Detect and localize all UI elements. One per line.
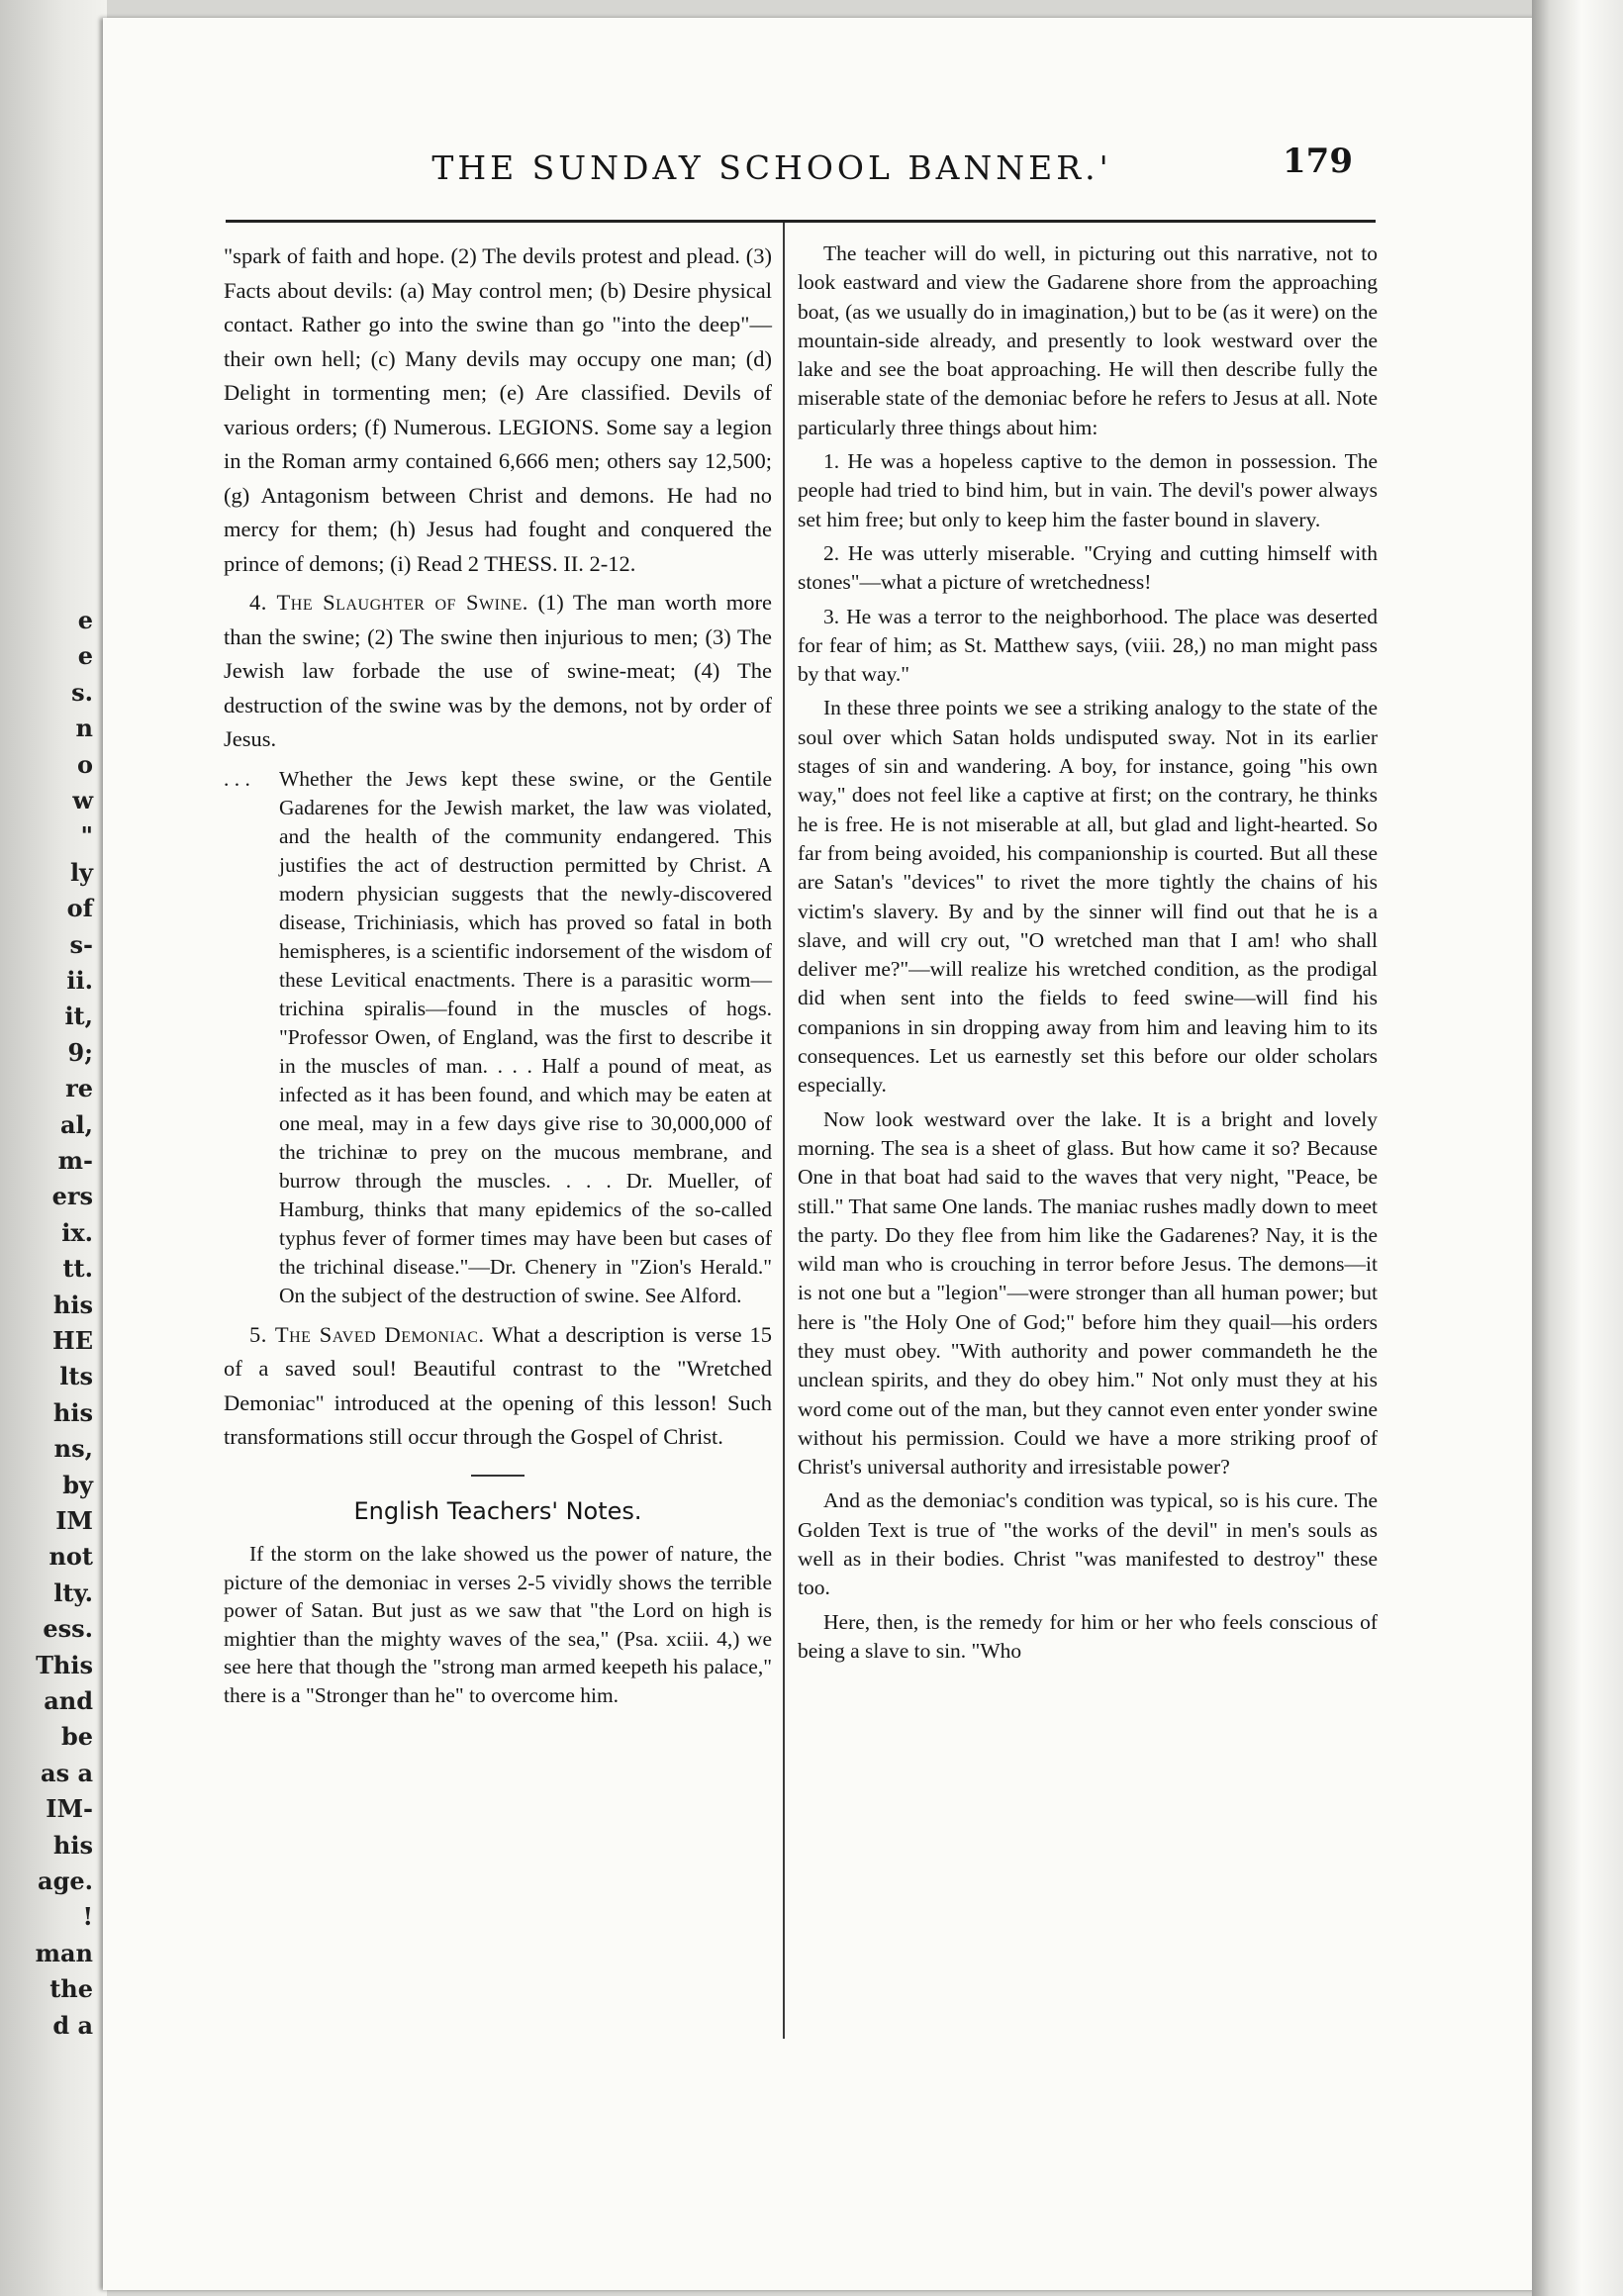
- margin-fragment: by: [62, 1470, 93, 1499]
- margin-fragment: not: [48, 1542, 93, 1572]
- margin-fragment: his: [52, 1290, 93, 1319]
- paragraph: And as the demoniac's condition was typical, so is his cure. The Golden Text is true of "the works of the devil" in men's souls as well as in their bodies. Christ "was manifested to destroy" these too.: [798, 1488, 1378, 1600]
- margin-fragment: n: [75, 714, 93, 743]
- margin-fragment: ess.: [43, 1614, 93, 1644]
- margin-fragment: lts: [59, 1362, 93, 1391]
- margin-fragment: ": [80, 821, 93, 851]
- right-column: [798, 239, 1378, 1671]
- block-quote: [224, 765, 772, 1310]
- page-stack-edge: [1532, 0, 1623, 2296]
- margin-fragment: IM: [55, 1506, 93, 1535]
- margin-fragment: IM-: [46, 1794, 93, 1824]
- margin-fragment: his: [52, 1397, 93, 1427]
- margin-fragment: tt.: [62, 1254, 93, 1284]
- margin-fragment: ly: [69, 857, 93, 887]
- paragraph: [224, 1318, 772, 1455]
- margin-fragment: HE: [52, 1326, 93, 1355]
- margin-fragment: ix.: [61, 1217, 93, 1247]
- margin-fragment: o: [76, 749, 93, 779]
- paragraph: Here, then, is the remedy for him or her who feels conscious of being a slave to sin. "Who: [798, 1609, 1378, 1663]
- margin-fragment: This: [36, 1650, 93, 1679]
- previous-page-edge: [0, 0, 107, 2296]
- paragraph-text: (1) The man worth more than the swine; (2) The swine then injurious to men; (3) The Jewish law forbade the use of swine-meat; (4) The destruction of the swine was by the demons, not by order of Jesus.: [224, 590, 773, 751]
- margin-fragment: al,: [59, 1109, 93, 1139]
- margin-fragment: 9;: [67, 1037, 93, 1067]
- running-title: THE SUNDAY SCHOOL BANNER.': [431, 148, 1112, 187]
- margin-fragment: ers: [51, 1182, 93, 1211]
- margin-fragment: e: [77, 641, 93, 671]
- margin-fragment: s.: [71, 677, 93, 707]
- margin-fragment: m-: [57, 1146, 93, 1175]
- column-rule: [783, 223, 785, 2039]
- margin-fragment: it,: [64, 1002, 93, 1031]
- margin-fragment: and: [44, 1686, 93, 1715]
- margin-fragment: be: [60, 1722, 93, 1752]
- margin-fragment: ii.: [66, 966, 93, 995]
- margin-fragment: of: [66, 894, 93, 923]
- margin-fragment: as a: [41, 1758, 93, 1787]
- section-heading: English Teachers' Notes.: [353, 1496, 642, 1525]
- margin-fragment: d a: [52, 2010, 93, 2040]
- list-item: 1. He was a hopeless captive to the demon in possession. The people had tried to bind him, but in vain. The devil's power always set him free; but only to keep him the faster bound in slavery.: [798, 449, 1378, 531]
- quote-text: Whether the Jews kept these swine, or the Gentile Gadarenes for the Jewish market, the law was violated, and the health of the community endangered. This justifies the act of destruction permitted by Christ. A modern physician suggests that the newly-discovered disease, Trichiniasis, which has proved so fatal in both hemispheres, is a scientific indorsement of the wisdom of these Levitical enactments. There is a parasitic worm—trichina spiralis—found in the muscles of hogs. "Professor Owen, of England, was the first to describe it in the muscles of man. . . . Half a pound of meat, as infected as it has been found, and which may be eaten at one meal, may in a few days give rise to 30,000,000 of the trichinæ to prey on the mucous membrane, and burrow through the muscles. . . . Dr. Mueller, of Hamburg, thinks that many epidemics of the so-called typhus fever of former times may have been but cases of the trichinal disease."—Dr. Chenery in "Zion's Herald." On the subject of the destruction of swine. See Alford.: [279, 766, 772, 1307]
- margin-fragment: w: [72, 786, 93, 814]
- section-label: 5. The Saved Demoniac.: [249, 1321, 485, 1347]
- margin-fragment: man: [35, 1938, 93, 1967]
- list-item: 3. He was a terror to the neighborhood. The place was deserted for fear of him; as St. Matthew says, (viii. 28,) no man might pass by that way.": [798, 604, 1378, 687]
- margin-fragment: s-: [69, 929, 93, 959]
- section-label: 4. The Slaughter of Swine.: [249, 590, 528, 615]
- header-rule: [226, 220, 1376, 223]
- paragraph: If the storm on the lake showed us the power of nature, the picture of the demoniac in verses 2-5 vividly shows the terrible power of Satan. But just as we saw that "the Lord on high is mightier than the mighty waves of the sea," (Psa. xciii. 4,) we see here that though the "strong man armed keepeth his palace," there is a "Stronger than he" to overcome him.: [224, 1542, 772, 1707]
- left-column: [224, 239, 772, 1714]
- paragraph: "spark of faith and hope. (2) The devils protest and plead. (3) Facts about devils: (a) May control men; (b) Desire physical contact. Rather go into the swine than go "into the deep"—their own hell; (c) Many devils may occupy one man; (d) Delight in tormenting men; (e) Are classified. Devils of various orders; (f) Numerous. LEGIONS. Some say a legion in the Roman army contained 6,666 men; others say 12,500; (g) Antagonism between Christ and demons. He had no mercy for them; (h) Jesus had fought and conquered the prince of demons; (i) Read 2 THESS. II. 2-12.: [224, 243, 772, 576]
- paragraph: The teacher will do well, in picturing out this narrative, not to look eastward and view the Gadarene shore from the approaching boat, (as we usually do in imagination,) but to be (as it were) on the mountain-side already, and presently to look westward over the lake and see the boat approaching. He will then describe fully the miserable state of the demoniac before he refers to Jesus at all. Note particularly three things about him:: [798, 241, 1378, 439]
- margin-fragment: the: [49, 1974, 93, 2004]
- margin-fragment: e: [77, 606, 93, 634]
- paragraph: [224, 586, 772, 757]
- margin-fragment: his: [52, 1830, 93, 1860]
- margin-fragment: re: [65, 1074, 93, 1103]
- paragraph-text: What a description is verse 15 of a saved soul! Beautiful contrast to the "Wretched Demoniac" introduced at the opening of this lesson! Such transformations still occur through the Gospel of Christ.: [224, 1321, 773, 1449]
- divider: [471, 1475, 525, 1477]
- margin-fragment: age.: [38, 1866, 93, 1895]
- margin-fragment: ns,: [53, 1434, 93, 1464]
- list-item: 2. He was utterly miserable. "Crying and cutting himself with stones"—what a picture of wretchedness!: [798, 540, 1378, 595]
- paragraph: In these three points we see a striking analogy to the state of the soul over which Satan holds undisputed sway. Not in its earlier stages of sin and wandering. A boy, for instance, going "his own way," does not feel like a captive at first; on the contrary, he thinks he is free. He is not miserable at all, but glad and light-hearted. So far from being avoided, his companionship is courted. But all these are Satan's "devices" to rivet the more tightly the chains of his victim's slavery. By and by the sinner will find out that he is a slave, and will cry out, "O wretched man that I am! who shall deliver me?"—will realize his wretched condition, as the prodigal did when sent into the fields to feed swine—will find his companions in sin dropping away from him and leaving him to its consequences. Let us earnestly set this before our older scholars especially.: [798, 696, 1378, 1098]
- ellipsis: . . .: [224, 766, 250, 791]
- margin-fragment: !: [82, 1902, 93, 1932]
- paragraph: Now look westward over the lake. It is a bright and lovely morning. The sea is a sheet of glass. But how came it so? Because One in that boat had said to the waves that very night, "Peace, be still." That same One lands. The maniac rushes madly down to meet the party. Do they flee from him like the Gadarenes? Nay, it is the wild man who is crouching in terror before Jesus. The demons—it is not one but a "legion"—were stronger than all human power; but here is "the Holy One of God;" before him they quail—his orders they must obey. "With authority and power commandeth he the unclean spirits, and they do obey him." Not only must they at his word come out of the man, but they cannot even enter yonder swine without his permission. Could we have a more striking proof of Christ's universal authority and irresistable power?: [798, 1106, 1378, 1480]
- page-number: 179: [1283, 142, 1353, 181]
- margin-fragment: lty.: [53, 1578, 93, 1607]
